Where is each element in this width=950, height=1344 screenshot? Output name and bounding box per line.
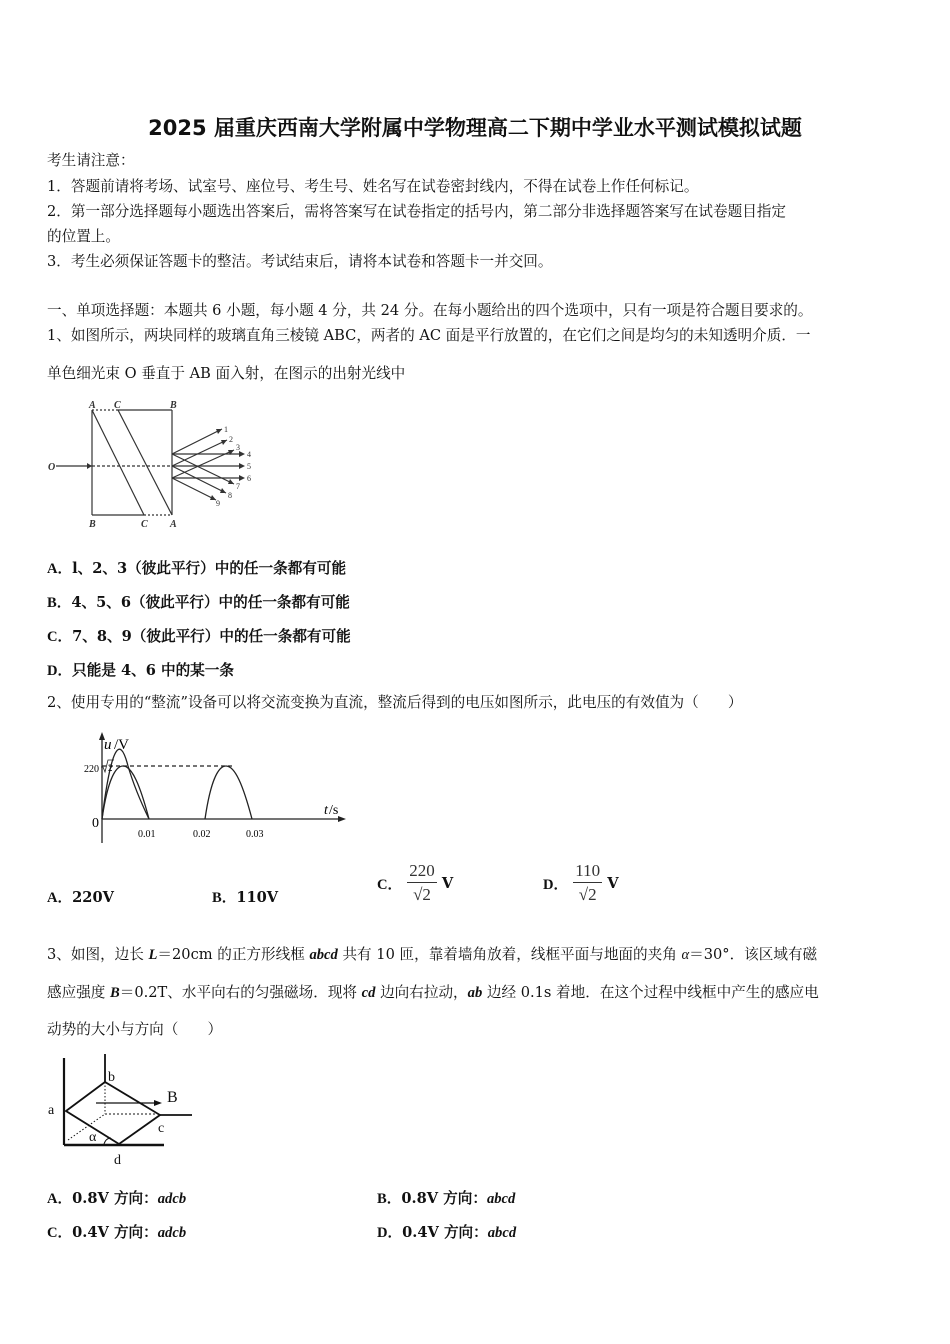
svg-text:3: 3 <box>236 443 240 452</box>
fraction: $\frac{220}{√2}$ <box>409 861 435 904</box>
svg-text:d: d <box>114 1153 121 1167</box>
q1-prism-figure <box>44 396 264 532</box>
svg-text:2: 2 <box>229 435 233 444</box>
svg-text:c: c <box>158 1121 165 1136</box>
svg-text:4: 4 <box>247 450 251 459</box>
notice-heading: 考生请注意： <box>47 152 135 169</box>
svg-text:6: 6 <box>247 474 251 483</box>
q2-option-d[interactable]: D． $\frac{110}{√2}$ V <box>543 860 619 907</box>
q1-option-d[interactable]: D．只能是 4、6 中的某一条 <box>47 662 234 679</box>
svg-text:u: u <box>104 737 112 753</box>
q3-frame-figure <box>44 1052 204 1167</box>
notice-item-3: 3．考生必须保证答题卡的整洁。考试结束后，请将本试卷和答题卡一并交回。 <box>47 253 553 270</box>
q1-option-c[interactable]: C．7、8、9（彼此平行）中的任一条都有可能 <box>47 628 351 645</box>
q1-label-bottom-b: B <box>89 519 96 530</box>
q1-label-beam-o: O <box>48 462 56 473</box>
svg-text:0: 0 <box>92 816 99 831</box>
svg-text:7: 7 <box>236 482 240 491</box>
q3-option-d[interactable]: D．0.4V 方向：abcd <box>377 1224 517 1241</box>
svg-text:/s: /s <box>329 803 339 818</box>
svg-text:0.03: 0.03 <box>246 829 264 840</box>
q3-stem-line1: 3、如图，边长 L＝20cm 的正方形线框 abcd 共有 10 匝，靠着墙角放着，线框平面与地面的夹角 α＝30°．该区域有磁 <box>47 946 818 963</box>
q2-option-a[interactable]: A．220V <box>47 889 114 906</box>
q1-label-bottom-c: C <box>141 519 148 530</box>
q2-option-c[interactable]: C． $\frac{220}{√2}$ V <box>377 860 453 907</box>
q3-stem-line3: 动势的大小与方向（ ） <box>47 1021 223 1038</box>
svg-text:8: 8 <box>228 491 232 500</box>
fraction: $\frac{110}{√2}$ <box>575 861 601 904</box>
exam-title: 2025 届重庆西南大学附属中学物理高二下期中学业水平测试模拟试题 <box>148 116 802 140</box>
svg-text:220: 220 <box>84 764 99 775</box>
q1-option-a[interactable]: A．l、2、3（彼此平行）中的任一条都有可能 <box>47 560 347 577</box>
q2-option-b[interactable]: B．110V <box>212 889 279 906</box>
q3-option-b[interactable]: B．0.8V 方向：abcd <box>377 1190 516 1207</box>
q1-label-top-c: C <box>114 400 121 411</box>
svg-text:B: B <box>167 1089 178 1106</box>
q3-option-a[interactable]: A．0.8V 方向：adcb <box>47 1190 187 1207</box>
section-heading: 一、单项选择题：本题共 6 小题，每小题 4 分，共 24 分。在每小题给出的四个选项中，只有一项是符合题目要求的。 <box>47 302 813 319</box>
q3-stem-line2: 感应强度 B＝0.2T、水平向右的匀强磁场．现将 cd 边向右拉动，ab 边经 0.1s 着地．在这个过程中线框中产生的感应电 <box>47 984 819 1001</box>
svg-text:b: b <box>108 1070 115 1085</box>
svg-text:0.01: 0.01 <box>138 829 156 840</box>
svg-text:a: a <box>48 1103 55 1118</box>
svg-text:α: α <box>89 1130 97 1145</box>
svg-text:/V: /V <box>114 737 129 753</box>
q1-label-top-a: A <box>89 400 96 411</box>
q1-option-b[interactable]: B．4、5、6（彼此平行）中的任一条都有可能 <box>47 594 350 611</box>
svg-text:2: 2 <box>108 763 113 773</box>
q1-label-bottom-a: A <box>170 519 177 530</box>
q1-label-top-b: B <box>170 400 177 411</box>
q3-option-c[interactable]: C．0.4V 方向：adcb <box>47 1224 187 1241</box>
notice-item-1: 1．答题前请将考场、试室号、座位号、考生号、姓名写在试卷密封线内，不得在试卷上作任何标记。 <box>47 178 699 195</box>
svg-text:5: 5 <box>247 462 251 471</box>
notice-item-2-cont: 的位置上。 <box>47 228 120 245</box>
svg-text:0.02: 0.02 <box>193 829 211 840</box>
q2-voltage-graph <box>84 730 354 848</box>
svg-text:t: t <box>324 803 328 818</box>
q1-stem-line2: 单色细光束 O 垂直于 AB 面入射，在图示的出射光线中 <box>47 365 406 382</box>
svg-text:1: 1 <box>224 425 228 434</box>
q1-stem-line1: 1、如图所示，两块同样的玻璃直角三棱镜 ABC，两者的 AC 面是平行放置的，在它们之间是均匀的未知透明介质．一 <box>47 327 811 344</box>
notice-item-2: 2．第一部分选择题每小题选出答案后，需将答案写在试卷指定的括号内，第二部分非选择题答案写在试卷题目指定 <box>47 203 786 220</box>
svg-text:9: 9 <box>216 499 220 508</box>
q2-stem: 2、使用专用的“整流”设备可以将交流变换为直流，整流后得到的电压如图所示，此电压的有效值为（ ） <box>47 694 743 711</box>
